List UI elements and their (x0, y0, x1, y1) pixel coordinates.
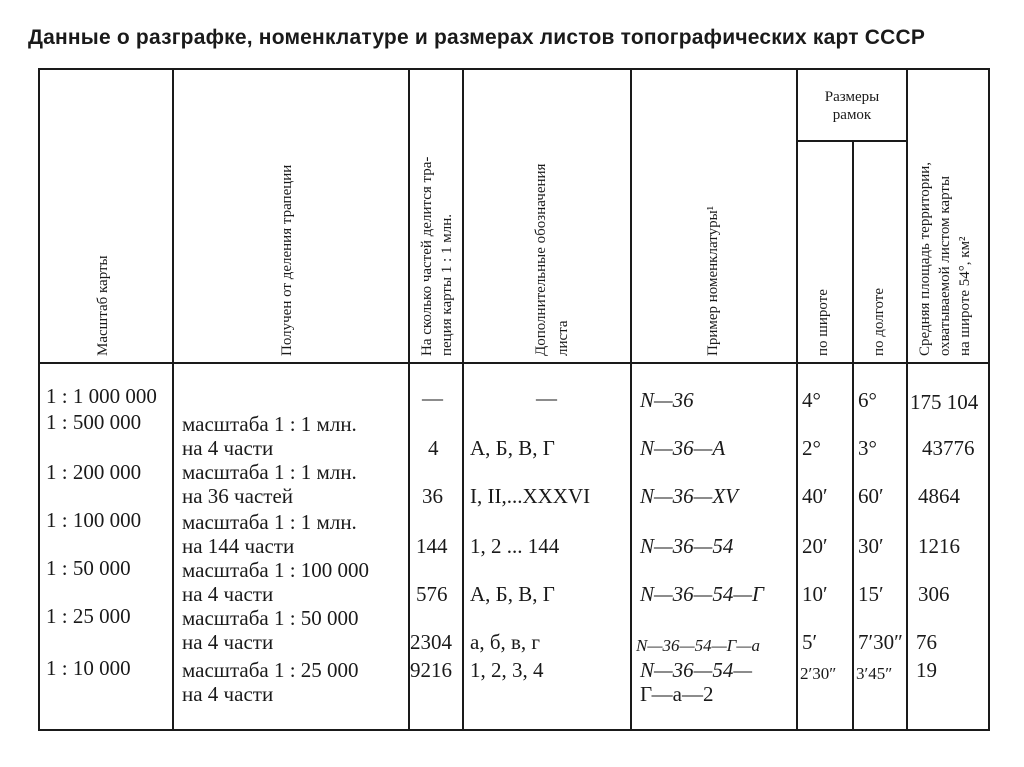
header-area-line2: охватываемой листом карты (937, 175, 953, 356)
header-derived: Получен от деления трапеции (279, 164, 295, 356)
cell-nomenclature: N—36 (640, 388, 694, 412)
cell-extra: 1, 2 ... 144 (470, 534, 560, 558)
cell-derived-line1: масштаба 1 : 1 млн. (182, 460, 357, 484)
cell-nomenclature: N—36—54 (640, 534, 734, 558)
header-example: Пример номенклатуры¹ (705, 205, 721, 356)
cell-derived-line2: на 4 части (182, 630, 274, 654)
header-scale: Масштаб карты (95, 255, 111, 356)
header-frame-size: Размеры рамок (824, 89, 880, 123)
header-bottom-rule (38, 362, 990, 364)
cell-lon: 6° (858, 388, 877, 412)
cell-extra: I, II,...XXXVI (470, 484, 591, 508)
cell-scale: 1 : 500 000 (46, 410, 142, 434)
cell-nomenclature: N—36—А (640, 436, 726, 460)
cell-lat: 2′30″ (800, 664, 837, 683)
col-divider-extra (630, 68, 632, 731)
cell-parts: 4 (428, 436, 439, 460)
header-extra-line1: Дополнительные обозначения (533, 163, 549, 356)
cell-area: 1216 (918, 534, 960, 558)
header-parts-line2: пеция карты 1 : 1 млн. (439, 214, 455, 356)
cell-parts: 9216 (410, 658, 452, 682)
cell-nomenclature: N—36—XV (640, 484, 739, 508)
header-parts-line1: На сколько частей делится тра- (419, 156, 435, 356)
header-lon: по долготе (871, 288, 887, 356)
cell-lon: 60′ (858, 484, 884, 508)
table-title: Данные о разграфке, номенклатуре и размерах листов топографических карт СССР (28, 26, 926, 49)
cell-derived-line1: масштаба 1 : 1 млн. (182, 510, 357, 534)
cell-parts: 36 (422, 484, 443, 508)
cell-nomenclature: N—36—54—Г (640, 582, 764, 606)
cell-lon: 3′45″ (856, 664, 893, 683)
table-bottom-border (38, 729, 990, 731)
cell-scale: 1 : 10 000 (46, 656, 131, 680)
cell-derived-line1: масштаба 1 : 1 млн. (182, 412, 357, 436)
cell-scale: 1 : 25 000 (46, 604, 131, 628)
cell-derived-line2: на 36 частей (182, 484, 293, 508)
cell-derived-line2: на 4 части (182, 436, 274, 460)
cell-extra: А, Б, В, Г (470, 436, 555, 460)
cell-nomenclature-line2: Г—а—2 (640, 682, 714, 706)
cell-lon: 30′ (858, 534, 884, 558)
cell-lat: 20′ (802, 534, 828, 558)
cell-extra: — (536, 386, 557, 410)
cell-lon: 7′30″ (858, 630, 903, 654)
cell-lat: 2° (802, 436, 821, 460)
col-divider-example (796, 68, 798, 731)
cell-nomenclature: N—36—54—Г—а (636, 636, 760, 655)
cell-scale: 1 : 100 000 (46, 508, 142, 532)
header-area-line1: Средняя площадь территории, (917, 161, 933, 356)
cell-nomenclature-line1: N—36—54— (640, 658, 753, 682)
cell-area: 43776 (922, 436, 975, 460)
cell-lat: 10′ (802, 582, 828, 606)
cell-derived-line1: масштаба 1 : 50 000 (182, 606, 359, 630)
cell-derived-line2: на 4 части (182, 582, 274, 606)
col-divider-lat (852, 140, 854, 731)
cell-area: 4864 (918, 484, 960, 508)
header-extra-line2: листа (555, 320, 571, 356)
cell-lat: 40′ (802, 484, 828, 508)
cell-area: 19 (916, 658, 937, 682)
cell-extra: 1, 2, 3, 4 (470, 658, 544, 682)
cell-extra: А, Б, В, Г (470, 582, 555, 606)
cell-lat: 5′ (802, 630, 818, 654)
cell-extra: а, б, в, г (470, 630, 541, 654)
cell-derived-line1: масштаба 1 : 100 000 (182, 558, 370, 582)
col-divider-parts (462, 68, 464, 731)
cell-scale: 1 : 50 000 (46, 556, 131, 580)
table-top-border (38, 68, 990, 70)
col-divider-left-edge (38, 68, 40, 731)
cell-derived-line1: масштаба 1 : 25 000 (182, 658, 359, 682)
cell-derived-line2: на 144 части (182, 534, 295, 558)
cell-scale: 1 : 1 000 000 (46, 384, 157, 408)
header-area-line3: на широте 54°, км² (957, 236, 973, 356)
cell-parts: 576 (416, 582, 448, 606)
cell-area: 76 (916, 630, 937, 654)
col-divider-frame (906, 68, 908, 731)
cell-parts: 2304 (410, 630, 452, 654)
cell-lat: 4° (802, 388, 821, 412)
cell-lon: 3° (858, 436, 877, 460)
cell-scale: 1 : 200 000 (46, 460, 142, 484)
col-divider-right-edge (988, 68, 990, 731)
cell-area: 175 104 (910, 390, 979, 414)
cell-lon: 15′ (858, 582, 884, 606)
cell-derived-line2: на 4 части (182, 682, 274, 706)
col-divider-scale (172, 68, 174, 731)
cell-parts: — (422, 386, 443, 410)
cell-parts: 144 (416, 534, 448, 558)
cell-area: 306 (918, 582, 950, 606)
header-lat: по широте (815, 289, 831, 356)
